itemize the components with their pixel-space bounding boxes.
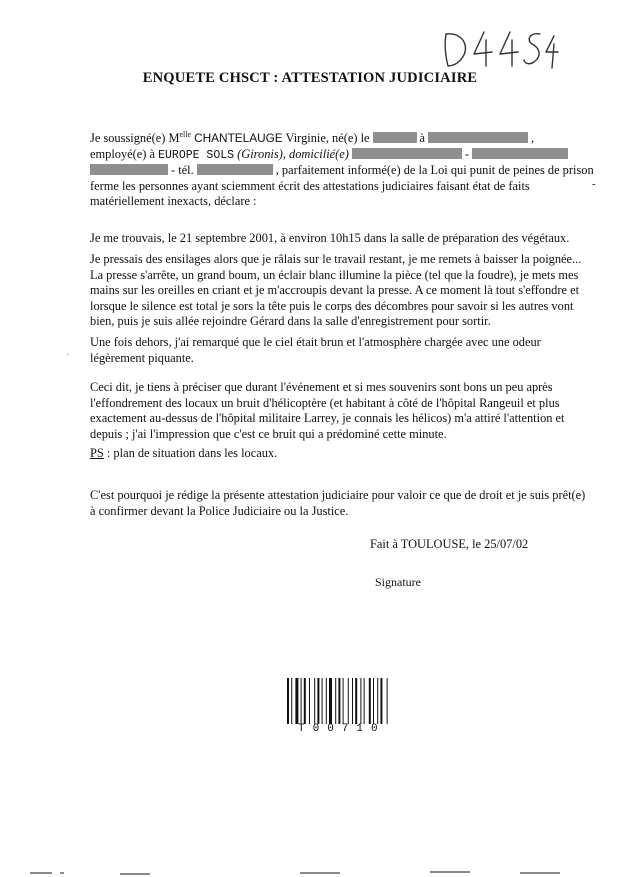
redacted-address bbox=[352, 148, 462, 159]
p3-line-1: Une fois dehors, j'ai remarqué que le ciel était brun et l'atmosphère chargée avec une odeur bbox=[90, 335, 541, 349]
closing-paragraph bbox=[90, 488, 586, 519]
closing-line-1: C'est pourquoi je rédige la présente attestation judiciaire pour valoir ce que de droit et je suis prêt(e) bbox=[90, 488, 586, 502]
paragraph-4 bbox=[90, 380, 572, 442]
redacted-birthplace bbox=[428, 132, 528, 143]
paragraph-3 bbox=[90, 335, 572, 366]
barcode-bar bbox=[373, 678, 374, 724]
margin-mark: · bbox=[66, 350, 70, 361]
p4-line-2: l'effondrement des locaux un bruit d'hélicoptère (et habitant à côté de l'hôpital Rangeuil et plus bbox=[90, 395, 560, 410]
barcode-bar bbox=[348, 678, 349, 724]
p4-line-3: exactement au-dessus de l'hôpital militaire Larrey, je connais les hélicos) m'a attiré l'attention et bbox=[90, 411, 565, 425]
redacted-phone bbox=[197, 164, 273, 175]
barcode bbox=[287, 678, 415, 724]
document-title: ENQUETE CHSCT : ATTESTATION JUDICIAIRE bbox=[142, 70, 478, 86]
barcode-bar bbox=[352, 678, 353, 724]
paragraph-1 bbox=[90, 231, 572, 247]
barcode-bar bbox=[338, 678, 340, 724]
barcode-bar bbox=[309, 678, 310, 724]
barcode-bar bbox=[304, 678, 306, 724]
declarant-surname: CHANTELAUGE bbox=[194, 131, 283, 146]
barcode-bar bbox=[326, 678, 327, 724]
barcode-bar bbox=[380, 678, 382, 724]
barcode-bar bbox=[322, 678, 323, 724]
p2-line-5: bien, puis je suis allée rejoindre Gérard dans la salle d'enregistrement pour sortir. bbox=[90, 314, 491, 328]
barcode-bar bbox=[387, 678, 388, 724]
margin-tick: - bbox=[592, 178, 596, 190]
barcode-bar bbox=[317, 678, 319, 724]
ps-text: : plan de situation dans les locaux. bbox=[103, 446, 278, 460]
scan-edge-marks bbox=[0, 868, 620, 877]
p1-line-1: Je me trouvais, le 21 septembre 2001, à environ 10h15 dans la salle de préparation des végétaux. bbox=[90, 231, 570, 245]
closing-line-2: à confirmer devant la Police Judiciaire ou la Justice. bbox=[90, 503, 349, 518]
company-name: EUROPE SOLS bbox=[158, 148, 235, 162]
barcode-bar bbox=[295, 678, 298, 724]
place-date: Fait à TOULOUSE, le 25/07/02 bbox=[370, 537, 529, 551]
redacted-address-2 bbox=[472, 148, 568, 159]
barcode-bar bbox=[329, 678, 332, 724]
barcode-bar bbox=[314, 678, 315, 724]
intro-line-3: - tél. , parfaitement informé(e) de la Loi qui punit de peines de prison bbox=[90, 163, 572, 179]
redacted-birthdate bbox=[373, 132, 417, 143]
p2-line-1: Je pressais des ensilages alors que je râlais sur le travail restant, je me remets à baisser la poignée... bbox=[90, 252, 582, 266]
barcode-bar bbox=[335, 678, 336, 724]
barcode-bar bbox=[355, 678, 357, 724]
p4-line-1: Ceci dit, je tiens à préciser que durant l'événement et si mes souvenirs sont bons un peu après bbox=[90, 380, 553, 394]
signature-label: Signature bbox=[375, 575, 421, 589]
barcode-bar bbox=[360, 678, 361, 724]
p3-line-2: légèrement piquante. bbox=[90, 350, 194, 365]
redacted-city bbox=[90, 164, 168, 175]
barcode-number: T00710 bbox=[298, 723, 386, 735]
barcode-bar bbox=[301, 678, 302, 724]
barcode-bar bbox=[291, 678, 292, 724]
intro-line-2: employé(e) à EUROPE SOLS (Gironis), domicilié(e) - bbox=[90, 147, 572, 164]
p2-line-4: lorsque le silence est total je sors la tête puis le corps des décombres pour savoir si les autres vont bbox=[90, 298, 574, 313]
barcode-bar bbox=[343, 678, 344, 724]
p2-line-3: mains sur les oreilles en criant et je m'accroupis devant la presse. A ce moment là tout s'effondre et bbox=[90, 283, 580, 297]
intro-line-4: ferme les personnes ayant sciemment écrit des attestations judiciaires faisant état de faits bbox=[90, 178, 530, 193]
postscript bbox=[90, 446, 572, 462]
handwritten-reference bbox=[440, 26, 560, 70]
p4-line-4: depuis ; j'ai l'impression que c'est ce bruit qui a prédominé cette minute. bbox=[90, 426, 447, 441]
p2-line-2: La presse s'arrête, un grand boum, un éclair blanc illumine la pièce (tel que la foudre), je mets mes bbox=[90, 267, 579, 282]
paragraph-2 bbox=[90, 252, 582, 330]
barcode-bar bbox=[369, 678, 371, 724]
barcode-bar bbox=[364, 678, 365, 724]
intro-paragraph bbox=[90, 127, 594, 210]
intro-line-5: matériellement inexacts, déclare : bbox=[90, 194, 257, 209]
ps-label: PS bbox=[90, 446, 104, 460]
barcode-bar bbox=[377, 678, 378, 724]
intro-line-1: Je soussigné(e) $M^{elle}$ CHANTELAUGE Virginie, né(e) le à , bbox=[90, 130, 535, 146]
barcode-bar bbox=[287, 678, 289, 724]
